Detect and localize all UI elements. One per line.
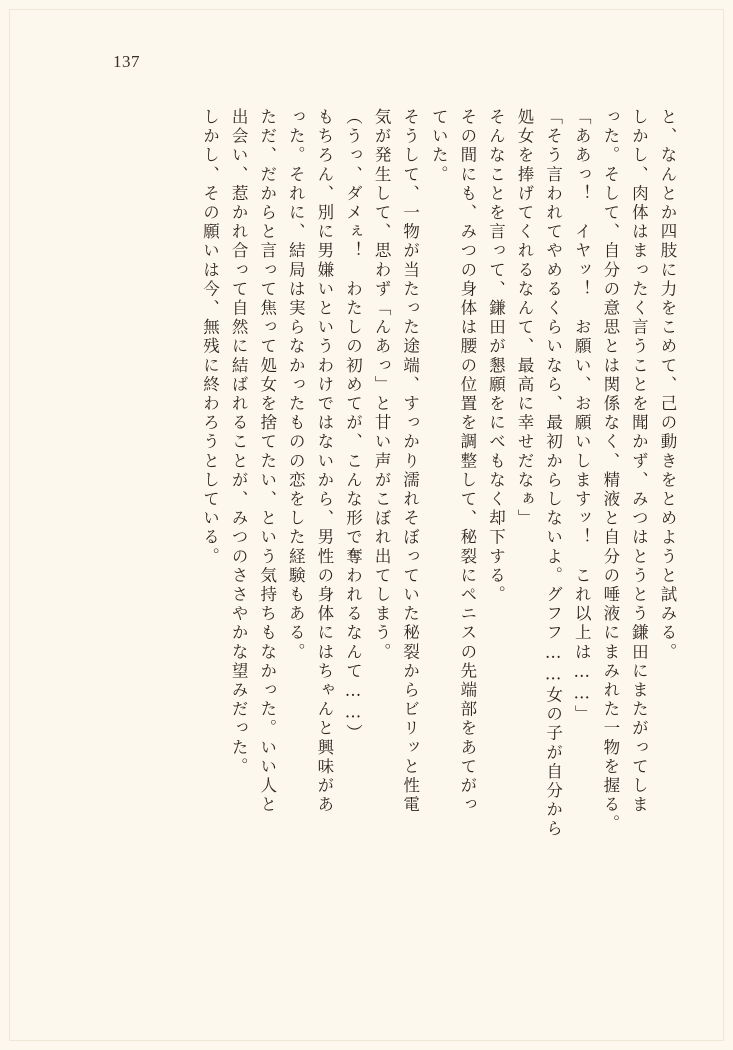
text-column: った。そして、自分の意思とは関係なく、精液と自分の唾液にまみれた一物を握る。 — [600, 108, 620, 834]
text-column: 気が発生して、思わず「んあっ」と甘い声がこぼれ出てしまう。 — [372, 108, 392, 662]
text-column: ただ、だからと言って焦って処女を捨てたい、という気持ちもなかった。いい人と — [257, 108, 277, 815]
text-column: 「ああっ！ イヤッ！ お願い、お願いしますッ！ これ以上は……」 — [572, 108, 592, 725]
text-column: しかし、肉体はまったく言うことを聞かず、みつはとうとう鎌田にまたがってしま — [629, 108, 649, 815]
vertical-text-body — [80, 108, 675, 938]
text-column: もちろん、別に男嫌いというわけではないから、男性の身体にはちゃんと興味があ — [314, 108, 334, 815]
text-column: その間にも、みつの身体は腰の位置を調整して、秘裂にペニスの先端部をあてがっ — [457, 108, 477, 815]
page-number: 137 — [113, 52, 140, 71]
text-column: った。それに、結局は実らなかったものの恋をした経験もある。 — [286, 108, 306, 662]
text-column: しかし、その願いは今、無残に終わろうとしている。 — [200, 108, 220, 567]
text-column: 処女を捧げてくれるなんて、最高に幸せだなぁ」 — [515, 108, 535, 529]
text-column: （うっ、ダメぇ！ わたしの初めてが、こんな形で奪われるなんて……） — [343, 108, 363, 744]
text-column: 出会い、惹かれ合って自然に結ばれることが、みつのささやかな望みだった。 — [229, 108, 249, 777]
text-column: 「そう言われてやめるくらいなら、最初からしないよ。グフフ……女の子が自分から — [543, 108, 563, 839]
text-column: そんなことを言って、鎌田が懇願をにべもなく却下する。 — [486, 108, 506, 605]
text-column: ていた。 — [429, 108, 449, 185]
text-column: と、なんとか四肢に力をこめて、己の動きをとめようと試みる。 — [658, 108, 677, 662]
text-column: そうして、一物が当たった途端、すっかり濡れそぼっていた秘裂からビリッと性電 — [400, 108, 420, 815]
